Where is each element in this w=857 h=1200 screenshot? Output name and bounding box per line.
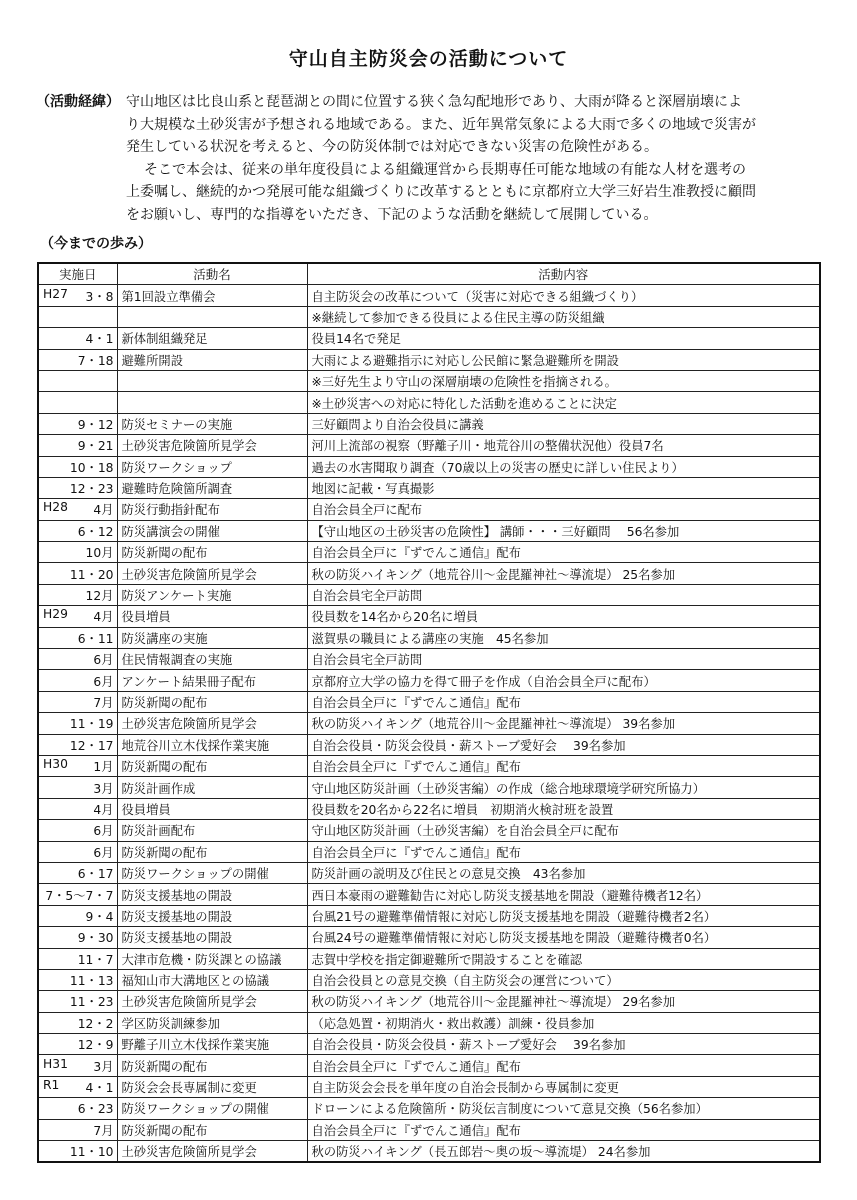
table-row bbox=[38, 1098, 820, 1119]
table-body bbox=[38, 285, 820, 1163]
cell-activity-content: 河川上流部の視察（野離子川・地荒谷川の整備状況他）役員7名 bbox=[307, 435, 820, 456]
header-activity: 活動名 bbox=[117, 263, 307, 285]
table-row bbox=[38, 1076, 820, 1097]
cell-activity-content: 秋の防災ハイキング（地荒谷川～金毘羅神社～導流堤） 39名参加 bbox=[307, 713, 820, 734]
table-row bbox=[38, 1012, 820, 1033]
cell-date bbox=[38, 1119, 117, 1140]
cell-date bbox=[38, 520, 117, 541]
cell-activity-name: 防災計画作成 bbox=[117, 777, 307, 798]
table-row bbox=[38, 584, 820, 605]
cell-day: 6・17 bbox=[77, 867, 114, 882]
cell-activity-content: 自治会員全戸に配布 bbox=[307, 499, 820, 520]
cell-year: R1 bbox=[43, 1078, 60, 1093]
table-row bbox=[38, 606, 820, 627]
cell-day: 3・8 bbox=[85, 289, 114, 304]
cell-activity-content: 自治会員全戸に『ずでんこ通信』配布 bbox=[307, 1119, 820, 1140]
cell-activity-name: 防災ワークショップの開催 bbox=[117, 862, 307, 883]
cell-activity-name: 土砂災害危険箇所見学会 bbox=[117, 1141, 307, 1163]
table-row bbox=[38, 435, 820, 456]
cell-activity-name: 土砂災害危険箇所見学会 bbox=[117, 991, 307, 1012]
cell-day: 3月 bbox=[93, 781, 114, 796]
cell-date bbox=[38, 862, 117, 883]
cell-date bbox=[38, 798, 117, 819]
cell-activity-content: 自治会員全戸に『ずでんこ通信』配布 bbox=[307, 542, 820, 563]
cell-activity-name: 防災セミナーの実施 bbox=[117, 413, 307, 434]
cell-activity-content: 台風21号の避難準備情報に対応し防災支援基地を開設（避難待機者2名） bbox=[307, 905, 820, 926]
cell-date bbox=[38, 349, 117, 370]
table-row bbox=[38, 820, 820, 841]
table-row bbox=[38, 755, 820, 776]
cell-activity-name: 学区防災訓練参加 bbox=[117, 1012, 307, 1033]
cell-date bbox=[38, 884, 117, 905]
table-row bbox=[38, 927, 820, 948]
cell-activity-name: 防災会会長専属制に変更 bbox=[117, 1076, 307, 1097]
cell-date bbox=[38, 435, 117, 456]
table-row bbox=[38, 1119, 820, 1140]
cell-activity-content: 自治会員全戸に『ずでんこ通信』配布 bbox=[307, 1055, 820, 1076]
cell-activity-name: 防災新聞の配布 bbox=[117, 841, 307, 862]
cell-activity-name: 土砂災害危険箇所見学会 bbox=[117, 435, 307, 456]
cell-date bbox=[38, 734, 117, 755]
cell-date bbox=[38, 820, 117, 841]
cell-date bbox=[38, 306, 117, 327]
cell-activity-content: ※土砂災害への対応に特化した活動を進めることに決定 bbox=[307, 392, 820, 413]
cell-activity-name: 避難時危険箇所調査 bbox=[117, 477, 307, 498]
table-row bbox=[38, 477, 820, 498]
cell-day: 6月 bbox=[93, 845, 114, 860]
cell-day: 9・30 bbox=[77, 931, 114, 946]
table-row bbox=[38, 627, 820, 648]
cell-activity-content: 滋賀県の職員による講座の実施 45名参加 bbox=[307, 627, 820, 648]
cell-day: 6月 bbox=[93, 674, 114, 689]
cell-activity-content: 自主防災会会長を単年度の自治会長制から専属制に変更 bbox=[307, 1076, 820, 1097]
cell-date bbox=[38, 905, 117, 926]
table-row bbox=[38, 734, 820, 755]
cell-day: 6月 bbox=[93, 824, 114, 839]
cell-date bbox=[38, 777, 117, 798]
table-row bbox=[38, 520, 820, 541]
cell-year: H27 bbox=[43, 286, 68, 301]
cell-day: 7月 bbox=[93, 1123, 114, 1138]
table-header-row bbox=[38, 263, 820, 285]
cell-date bbox=[38, 413, 117, 434]
table-row bbox=[38, 1034, 820, 1055]
cell-day: 11・7 bbox=[77, 952, 114, 967]
cell-day: 6月 bbox=[93, 653, 114, 668]
header-date: 実施日 bbox=[38, 263, 117, 285]
table-row bbox=[38, 456, 820, 477]
cell-activity-content: ※継続して参加できる役員による住民主導の防災組織 bbox=[307, 306, 820, 327]
cell-day: 3月 bbox=[93, 1059, 114, 1074]
table-row bbox=[38, 841, 820, 862]
cell-day: 11・19 bbox=[69, 717, 114, 732]
table-row bbox=[38, 670, 820, 691]
table-row bbox=[38, 649, 820, 670]
cell-activity-name: 防災講演会の開催 bbox=[117, 520, 307, 541]
cell-day: 12月 bbox=[85, 589, 114, 604]
cell-activity-content: 自主防災会の改革について（災害に対応できる組織づくり） bbox=[307, 285, 820, 306]
intro-line: 発生している状況を考えると、今の防災体制では対応できない災害の危険性がある。 bbox=[126, 139, 658, 155]
table-row bbox=[38, 563, 820, 584]
section-heading: （今までの歩み） bbox=[40, 236, 152, 252]
cell-activity-content: ドローンによる危険箇所・防災伝言制度について意見交換（56名参加） bbox=[307, 1098, 820, 1119]
cell-activity-content: 防災計画の説明及び住民との意見交換 43名参加 bbox=[307, 862, 820, 883]
cell-activity-content: （応急処置・初期消火・救出救護）訓練・役員参加 bbox=[307, 1012, 820, 1033]
cell-date bbox=[38, 670, 117, 691]
cell-activity-name bbox=[117, 392, 307, 413]
cell-day: 4月 bbox=[93, 503, 114, 518]
cell-day: 4・1 bbox=[85, 1081, 114, 1096]
cell-activity-content: 三好顧問より自治会役員に講義 bbox=[307, 413, 820, 434]
cell-activity-content: 西日本豪雨の避難勧告に対応し防災支援基地を開設（避難待機者12名） bbox=[307, 884, 820, 905]
cell-activity-name: 防災新聞の配布 bbox=[117, 542, 307, 563]
cell-activity-content: 自治会員全戸に『ずでんこ通信』配布 bbox=[307, 691, 820, 712]
cell-activity-name: 住民情報調査の実施 bbox=[117, 649, 307, 670]
table-row bbox=[38, 1141, 820, 1163]
table-row bbox=[38, 542, 820, 563]
table-row bbox=[38, 306, 820, 327]
cell-activity-name: 福知山市大溝地区との協議 bbox=[117, 969, 307, 990]
table-row bbox=[38, 991, 820, 1012]
cell-activity-name: 防災計画配布 bbox=[117, 820, 307, 841]
cell-activity-name: 防災アンケート実施 bbox=[117, 584, 307, 605]
cell-day: 10月 bbox=[85, 546, 114, 561]
cell-activity-name bbox=[117, 370, 307, 391]
cell-activity-name: 防災支援基地の開設 bbox=[117, 884, 307, 905]
cell-activity-name: 防災行動指針配布 bbox=[117, 499, 307, 520]
table-row bbox=[38, 1055, 820, 1076]
cell-date bbox=[38, 627, 117, 648]
cell-activity-content: 守山地区防災計画（土砂災害編）の作成（総合地球環境学研究所協力） bbox=[307, 777, 820, 798]
cell-year: H31 bbox=[43, 1056, 68, 1071]
cell-day: 4月 bbox=[93, 610, 114, 625]
cell-activity-name: 避難所開設 bbox=[117, 349, 307, 370]
page-title: 守山自主防災会の活動について bbox=[288, 48, 569, 70]
cell-day: 7月 bbox=[93, 696, 114, 710]
cell-day: 12・17 bbox=[69, 738, 114, 753]
cell-day: 6・23 bbox=[77, 1102, 114, 1117]
cell-activity-name: 地荒谷川立木伐採作業実施 bbox=[117, 734, 307, 755]
table-row bbox=[38, 969, 820, 990]
table-row bbox=[38, 285, 820, 306]
cell-activity-name: 防災新聞の配布 bbox=[117, 1119, 307, 1140]
cell-day: 9・4 bbox=[85, 909, 114, 924]
cell-date bbox=[38, 328, 117, 349]
activity-table bbox=[37, 262, 821, 1163]
cell-activity-content: 役員数を20名から22名に増員 初期消火検討班を設置 bbox=[307, 798, 820, 819]
cell-date bbox=[38, 1034, 117, 1055]
table-row bbox=[38, 777, 820, 798]
table-row bbox=[38, 713, 820, 734]
cell-day: 10・18 bbox=[69, 460, 114, 475]
cell-day: 9・21 bbox=[77, 439, 114, 454]
table-row bbox=[38, 905, 820, 926]
cell-activity-content: 地図に記載・写真撮影 bbox=[307, 477, 820, 498]
cell-date bbox=[38, 1012, 117, 1033]
cell-date bbox=[38, 713, 117, 734]
table-row bbox=[38, 798, 820, 819]
table-row bbox=[38, 370, 820, 391]
cell-activity-content: 自治会員宅全戸訪問 bbox=[307, 584, 820, 605]
cell-activity-content: 役員数を14名から20名に増員 bbox=[307, 606, 820, 627]
cell-date bbox=[38, 499, 117, 520]
cell-date bbox=[38, 1141, 117, 1163]
cell-date bbox=[38, 542, 117, 563]
cell-activity-content: 秋の防災ハイキング（地荒谷川～金毘羅神社～導流堤） 25名参加 bbox=[307, 563, 820, 584]
cell-day: 11・23 bbox=[69, 995, 114, 1010]
cell-date bbox=[38, 370, 117, 391]
cell-activity-name: 役員増員 bbox=[117, 606, 307, 627]
cell-activity-content: 【守山地区の土砂災害の危険性】 講師・・・三好顧問 56名参加 bbox=[307, 520, 820, 541]
cell-day: 12・2 bbox=[77, 1016, 114, 1031]
intro-line: 守山地区は比良山系と琵琶湖との間に位置する狭く急勾配地形であり、大雨が降ると深層崩壊によ bbox=[126, 94, 742, 110]
cell-day: 7・5～7・7 bbox=[45, 888, 114, 903]
cell-activity-name: 防災講座の実施 bbox=[117, 627, 307, 648]
cell-day: 12・23 bbox=[69, 482, 114, 497]
cell-date bbox=[38, 841, 117, 862]
cell-day: 11・13 bbox=[69, 974, 114, 989]
cell-day: 11・10 bbox=[69, 1145, 114, 1160]
cell-date bbox=[38, 606, 117, 627]
table-row bbox=[38, 862, 820, 883]
cell-day: 6・11 bbox=[77, 631, 114, 646]
cell-day: 1月 bbox=[93, 760, 114, 775]
intro-label: （活動経緯） bbox=[36, 94, 120, 110]
table-row bbox=[38, 884, 820, 905]
cell-year: H28 bbox=[43, 500, 68, 515]
cell-day: 4・1 bbox=[85, 332, 114, 347]
table-row bbox=[38, 499, 820, 520]
cell-activity-content: 秋の防災ハイキング（長五郎岩～奥の坂～導流堤） 24名参加 bbox=[307, 1141, 820, 1163]
cell-day: 4月 bbox=[93, 802, 114, 817]
cell-date bbox=[38, 1098, 117, 1119]
table-row bbox=[38, 413, 820, 434]
cell-activity-content: 役員14名で発足 bbox=[307, 328, 820, 349]
cell-date bbox=[38, 1055, 117, 1076]
cell-activity-content: ※三好先生より守山の深層崩壊の危険性を指摘される。 bbox=[307, 370, 820, 391]
cell-day: 6・12 bbox=[77, 524, 114, 539]
cell-date bbox=[38, 392, 117, 413]
table-row bbox=[38, 392, 820, 413]
cell-date bbox=[38, 1076, 117, 1097]
cell-date bbox=[38, 563, 117, 584]
cell-activity-content: 京都府立大学の協力を得て冊子を作成（自治会員全戸に配布） bbox=[307, 670, 820, 691]
cell-activity-name: 防災ワークショップの開催 bbox=[117, 1098, 307, 1119]
intro-section bbox=[36, 91, 826, 226]
cell-activity-name: 防災ワークショップ bbox=[117, 456, 307, 477]
cell-activity-content: 自治会員宅全戸訪問 bbox=[307, 649, 820, 670]
cell-year: H29 bbox=[43, 607, 68, 622]
cell-activity-name: 野離子川立木伐採作業実施 bbox=[117, 1034, 307, 1055]
table-row bbox=[38, 328, 820, 349]
cell-activity-name: 防災新聞の配布 bbox=[117, 755, 307, 776]
cell-activity-name: 防災新聞の配布 bbox=[117, 1055, 307, 1076]
cell-date bbox=[38, 477, 117, 498]
cell-activity-name bbox=[117, 306, 307, 327]
cell-activity-name: 防災支援基地の開設 bbox=[117, 927, 307, 948]
cell-date bbox=[38, 927, 117, 948]
cell-activity-name: 新体制組織発足 bbox=[117, 328, 307, 349]
cell-date bbox=[38, 584, 117, 605]
cell-activity-name: アンケート結果冊子配布 bbox=[117, 670, 307, 691]
cell-date bbox=[38, 691, 117, 712]
cell-activity-content: 守山地区防災計画（土砂災害編）を自治会員全戸に配布 bbox=[307, 820, 820, 841]
cell-activity-content: 大雨による避難指示に対応し公民館に緊急避難所を開設 bbox=[307, 349, 820, 370]
cell-activity-content: 秋の防災ハイキング（地荒谷川～金毘羅神社～導流堤） 29名参加 bbox=[307, 991, 820, 1012]
cell-date bbox=[38, 991, 117, 1012]
cell-activity-content: 自治会役員・防災会役員・薪ストーブ愛好会 39名参加 bbox=[307, 734, 820, 755]
cell-activity-name: 第1回設立準備会 bbox=[117, 285, 307, 306]
intro-line: り大規模な土砂災害が予想される地域である。また、近年異常気象による大雨で多くの地域で災害が bbox=[126, 116, 756, 133]
cell-date bbox=[38, 456, 117, 477]
cell-activity-name: 防災新聞の配布 bbox=[117, 691, 307, 712]
cell-activity-name: 大津市危機・防災課との協議 bbox=[117, 948, 307, 969]
cell-day: 11・20 bbox=[69, 567, 114, 582]
cell-day: 12・9 bbox=[77, 1038, 114, 1053]
cell-activity-content: 過去の水害聞取り調査（70歳以上の災害の歴史に詳しい住民より） bbox=[307, 456, 820, 477]
cell-activity-content: 自治会員全戸に『ずでんこ通信』配布 bbox=[307, 755, 820, 776]
table-row bbox=[38, 349, 820, 370]
table-row bbox=[38, 691, 820, 712]
cell-year: H30 bbox=[43, 757, 68, 772]
cell-activity-content: 自治会員全戸に『ずでんこ通信』配布 bbox=[307, 841, 820, 862]
cell-activity-name: 防災支援基地の開設 bbox=[117, 905, 307, 926]
cell-date bbox=[38, 649, 117, 670]
cell-date bbox=[38, 948, 117, 969]
cell-date bbox=[38, 285, 117, 306]
header-content: 活動内容 bbox=[307, 263, 820, 285]
intro-line: をお願いし、専門的な指導をいただき、下記のような活動を継続して展開している。 bbox=[126, 206, 658, 223]
cell-activity-name: 土砂災害危険箇所見学会 bbox=[117, 713, 307, 734]
cell-day: 9・12 bbox=[77, 417, 114, 432]
cell-day: 7・18 bbox=[77, 353, 114, 368]
cell-activity-content: 台風24号の避難準備情報に対応し防災支援基地を開設（避難待機者0名） bbox=[307, 927, 820, 948]
cell-date bbox=[38, 969, 117, 990]
cell-activity-content: 志賀中学校を指定御避難所で開設することを確認 bbox=[307, 948, 820, 969]
cell-activity-content: 自治会役員・防災会役員・薪ストーブ愛好会 39名参加 bbox=[307, 1034, 820, 1055]
intro-line: 上委嘱し、継続的かつ発展可能な組織づくりに改革するとともに京都府立大学三好岩生准教授に顧問 bbox=[126, 184, 756, 200]
table-row bbox=[38, 948, 820, 969]
intro-line: そこで本会は、従来の単年度役員による組織運営から長期専任可能な地域の有能な人材を選考の bbox=[144, 161, 746, 178]
cell-activity-name: 土砂災害危険箇所見学会 bbox=[117, 563, 307, 584]
cell-date bbox=[38, 755, 117, 776]
cell-activity-content: 自治会役員との意見交換（自主防災会の運営について） bbox=[307, 969, 820, 990]
cell-activity-name: 役員増員 bbox=[117, 798, 307, 819]
